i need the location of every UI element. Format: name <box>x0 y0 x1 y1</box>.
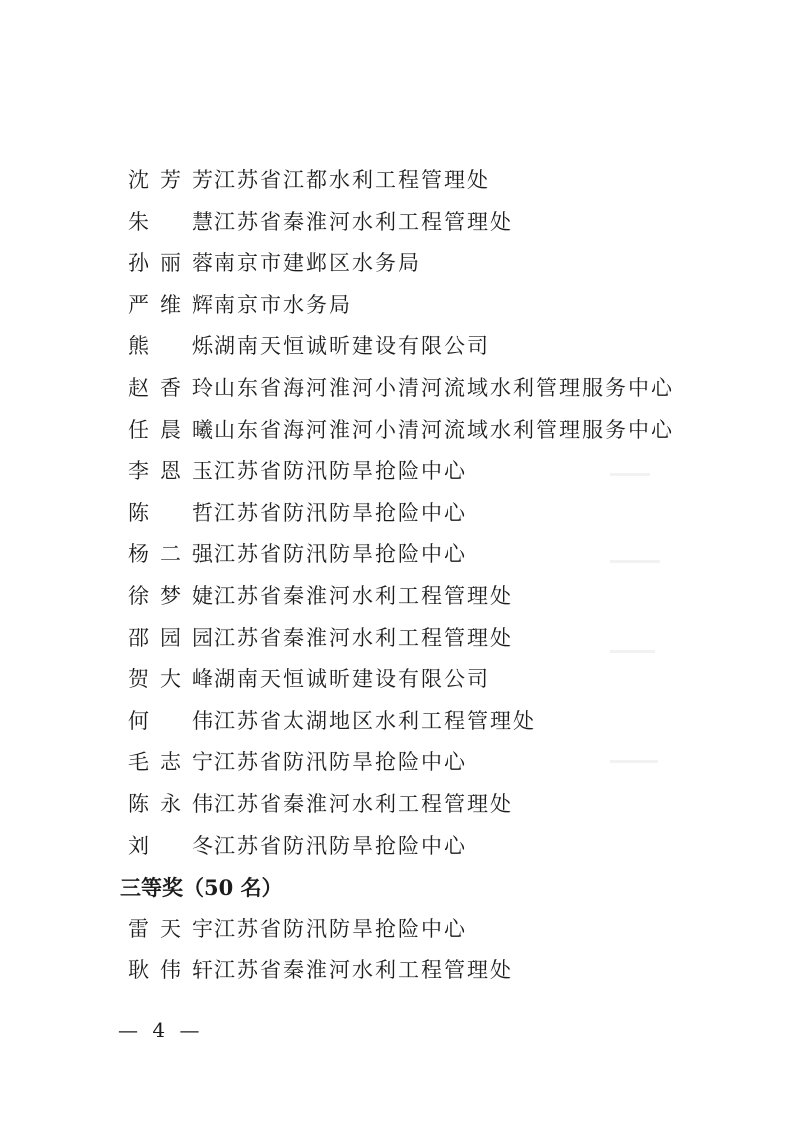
recipient-name: 赵香玲 <box>128 375 214 400</box>
recipient-organization: 江苏省太湖地区水利工程管理处 <box>214 708 536 733</box>
list-item <box>128 534 728 576</box>
recipient-name: 孙丽蓉 <box>128 251 214 276</box>
list-item <box>128 410 728 452</box>
recipient-name: 贺大峰 <box>128 667 214 692</box>
recipient-organization: 江苏省江都水利工程管理处 <box>214 168 490 192</box>
recipient-organization: 南京市建邺区水务局 <box>214 251 421 276</box>
recipient-organization: 江苏省防汛防旱抢险中心 <box>214 833 467 858</box>
recipient-name: 陈永伟 <box>128 791 214 816</box>
list-item <box>128 909 728 951</box>
section-heading-third-prize: 三等奖（50 名） <box>120 875 283 901</box>
recipient-organization: 湖南天恒诚昕建设有限公司 <box>214 334 490 359</box>
award-list <box>120 160 728 992</box>
recipient-organization: 江苏省防汛防旱抢险中心 <box>214 916 467 941</box>
recipient-organization: 江苏省秦淮河水利工程管理处 <box>214 583 513 608</box>
recipient-name: 沈芳芳 <box>128 168 214 192</box>
list-item <box>128 160 728 202</box>
recipient-organization: 江苏省秦淮河水利工程管理处 <box>214 791 513 816</box>
recipient-name: 毛志宁 <box>128 750 214 775</box>
recipient-organization: 江苏省防汛防旱抢险中心 <box>214 542 467 567</box>
recipient-organization: 江苏省防汛防旱抢险中心 <box>214 500 467 525</box>
recipient-organization: 江苏省秦淮河水利工程管理处 <box>214 209 513 234</box>
recipient-name: 雷天宇 <box>128 916 214 941</box>
recipient-organization: 山东省海河淮河小清河流域水利管理服务中心 <box>214 417 674 442</box>
recipient-organization: 湖南天恒诚昕建设有限公司 <box>214 667 490 692</box>
recipient-name: 刘 冬 <box>128 833 214 858</box>
list-item <box>128 243 728 285</box>
list-item <box>128 618 728 660</box>
recipient-name: 李恩玉 <box>128 459 214 484</box>
list-item <box>128 576 728 618</box>
list-item <box>128 784 728 826</box>
recipient-organization: 山东省海河淮河小清河流域水利管理服务中心 <box>214 375 674 400</box>
recipient-name: 耿伟轩 <box>128 958 214 983</box>
recipient-name: 陈 哲 <box>128 500 214 525</box>
list-item <box>128 701 728 743</box>
recipient-name: 任晨曦 <box>128 417 214 442</box>
list-item <box>128 285 728 327</box>
recipient-name: 朱 慧 <box>128 209 214 234</box>
recipient-organization: 江苏省秦淮河水利工程管理处 <box>214 625 513 650</box>
page-number: — 4 — <box>118 1018 204 1042</box>
list-item <box>128 659 728 701</box>
list-item <box>128 493 728 535</box>
recipient-name: 杨二强 <box>128 542 214 567</box>
recipient-name: 熊 烁 <box>128 334 214 359</box>
recipient-organization: 江苏省防汛防旱抢险中心 <box>214 459 467 484</box>
recipient-name: 徐梦婕 <box>128 583 214 608</box>
recipient-organization: 南京市水务局 <box>214 292 352 317</box>
list-item <box>128 826 728 868</box>
recipient-name: 邵园园 <box>128 625 214 650</box>
recipient-organization: 江苏省防汛防旱抢险中心 <box>214 750 467 775</box>
list-item <box>128 451 728 493</box>
recipient-name: 严维辉 <box>128 292 214 317</box>
recipient-name: 何 伟 <box>128 708 214 733</box>
list-item <box>128 202 728 244</box>
recipient-organization: 江苏省秦淮河水利工程管理处 <box>214 958 513 983</box>
list-item <box>128 742 728 784</box>
list-item <box>128 950 728 992</box>
list-item <box>128 326 728 368</box>
list-item <box>128 368 728 410</box>
